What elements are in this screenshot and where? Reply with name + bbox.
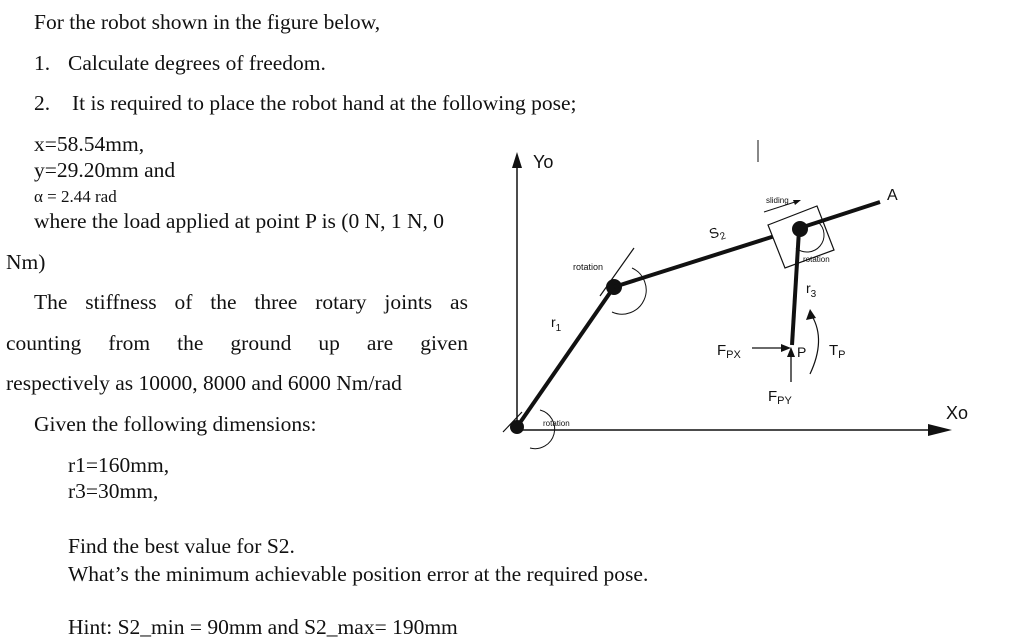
question-2-number: 2. <box>34 91 51 115</box>
alpha-pose: α = 2.44 rad <box>34 187 117 206</box>
r1-label: $r_1$ <box>551 314 562 334</box>
word: three <box>254 290 298 314</box>
sliding-arrowhead <box>793 200 801 205</box>
axes <box>512 152 968 436</box>
fpy-label: $F_{PY}$ <box>768 388 792 407</box>
word: of <box>174 290 193 314</box>
find-s2: Find the best value for S2. <box>68 534 295 558</box>
tp-label: $T_P$ <box>829 342 846 361</box>
question-1-text: Calculate degrees of freedom. <box>68 51 326 75</box>
r1-dimension: r1=160mm, <box>68 453 170 477</box>
stiffness-line-3: respectively as 10000, 8000 and 6000 Nm/rad <box>6 371 402 395</box>
tp-arrowhead <box>806 309 816 320</box>
y-axis-label: Yo <box>533 152 554 172</box>
word: the <box>177 331 204 355</box>
word: joints <box>384 290 433 314</box>
x-pose: x=58.54mm, <box>34 132 145 156</box>
link-r1 <box>517 287 614 427</box>
load-line-2: Nm) <box>6 250 46 274</box>
right-rotation-label: rotation <box>803 255 830 264</box>
intro-text: For the robot shown in the figure below, <box>34 10 381 34</box>
base-rotation-label: rotation <box>543 419 570 428</box>
x-axis-arrowhead <box>928 424 952 436</box>
x-axis-label: Xo <box>946 403 969 423</box>
word: rotary <box>315 290 367 314</box>
min-error-question: What’s the minimum achievable position error at the required pose. <box>68 562 649 586</box>
word: as <box>450 290 468 314</box>
word: from <box>108 331 151 355</box>
word: up <box>318 331 340 355</box>
question-1-number: 1. <box>34 51 51 75</box>
point-a-label: A <box>887 187 898 204</box>
word: stiffness <box>85 290 157 314</box>
s2-label: $S_2$ <box>706 223 728 243</box>
load-line-1: where the load applied at point P is (0 N, 1 N, 0 <box>34 209 445 233</box>
y-pose: y=29.20mm and <box>34 158 176 182</box>
sliding-label: sliding <box>766 196 789 205</box>
middle-rotation-label: rotation <box>573 262 604 272</box>
word: the <box>210 290 237 314</box>
r3-label: $r_3$ <box>806 280 817 300</box>
fpx-label: $F_{PX}$ <box>717 342 741 361</box>
point-p-label: P <box>797 344 807 360</box>
word: counting <box>6 331 82 355</box>
hint: Hint: S2_min = 90mm and S2_max= 190mm <box>68 615 458 639</box>
r3-dimension: r3=30mm, <box>68 479 159 503</box>
word: The <box>34 290 68 314</box>
dimensions-intro: Given the following dimensions: <box>34 412 317 436</box>
word: given <box>420 331 468 355</box>
tp-moment-arc <box>810 316 819 374</box>
word: are <box>366 331 394 355</box>
point-p-forces <box>717 309 846 407</box>
y-axis-arrowhead <box>512 152 522 168</box>
question-2-text: It is required to place the robot hand at the following pose; <box>72 91 577 115</box>
word: ground <box>230 331 292 355</box>
